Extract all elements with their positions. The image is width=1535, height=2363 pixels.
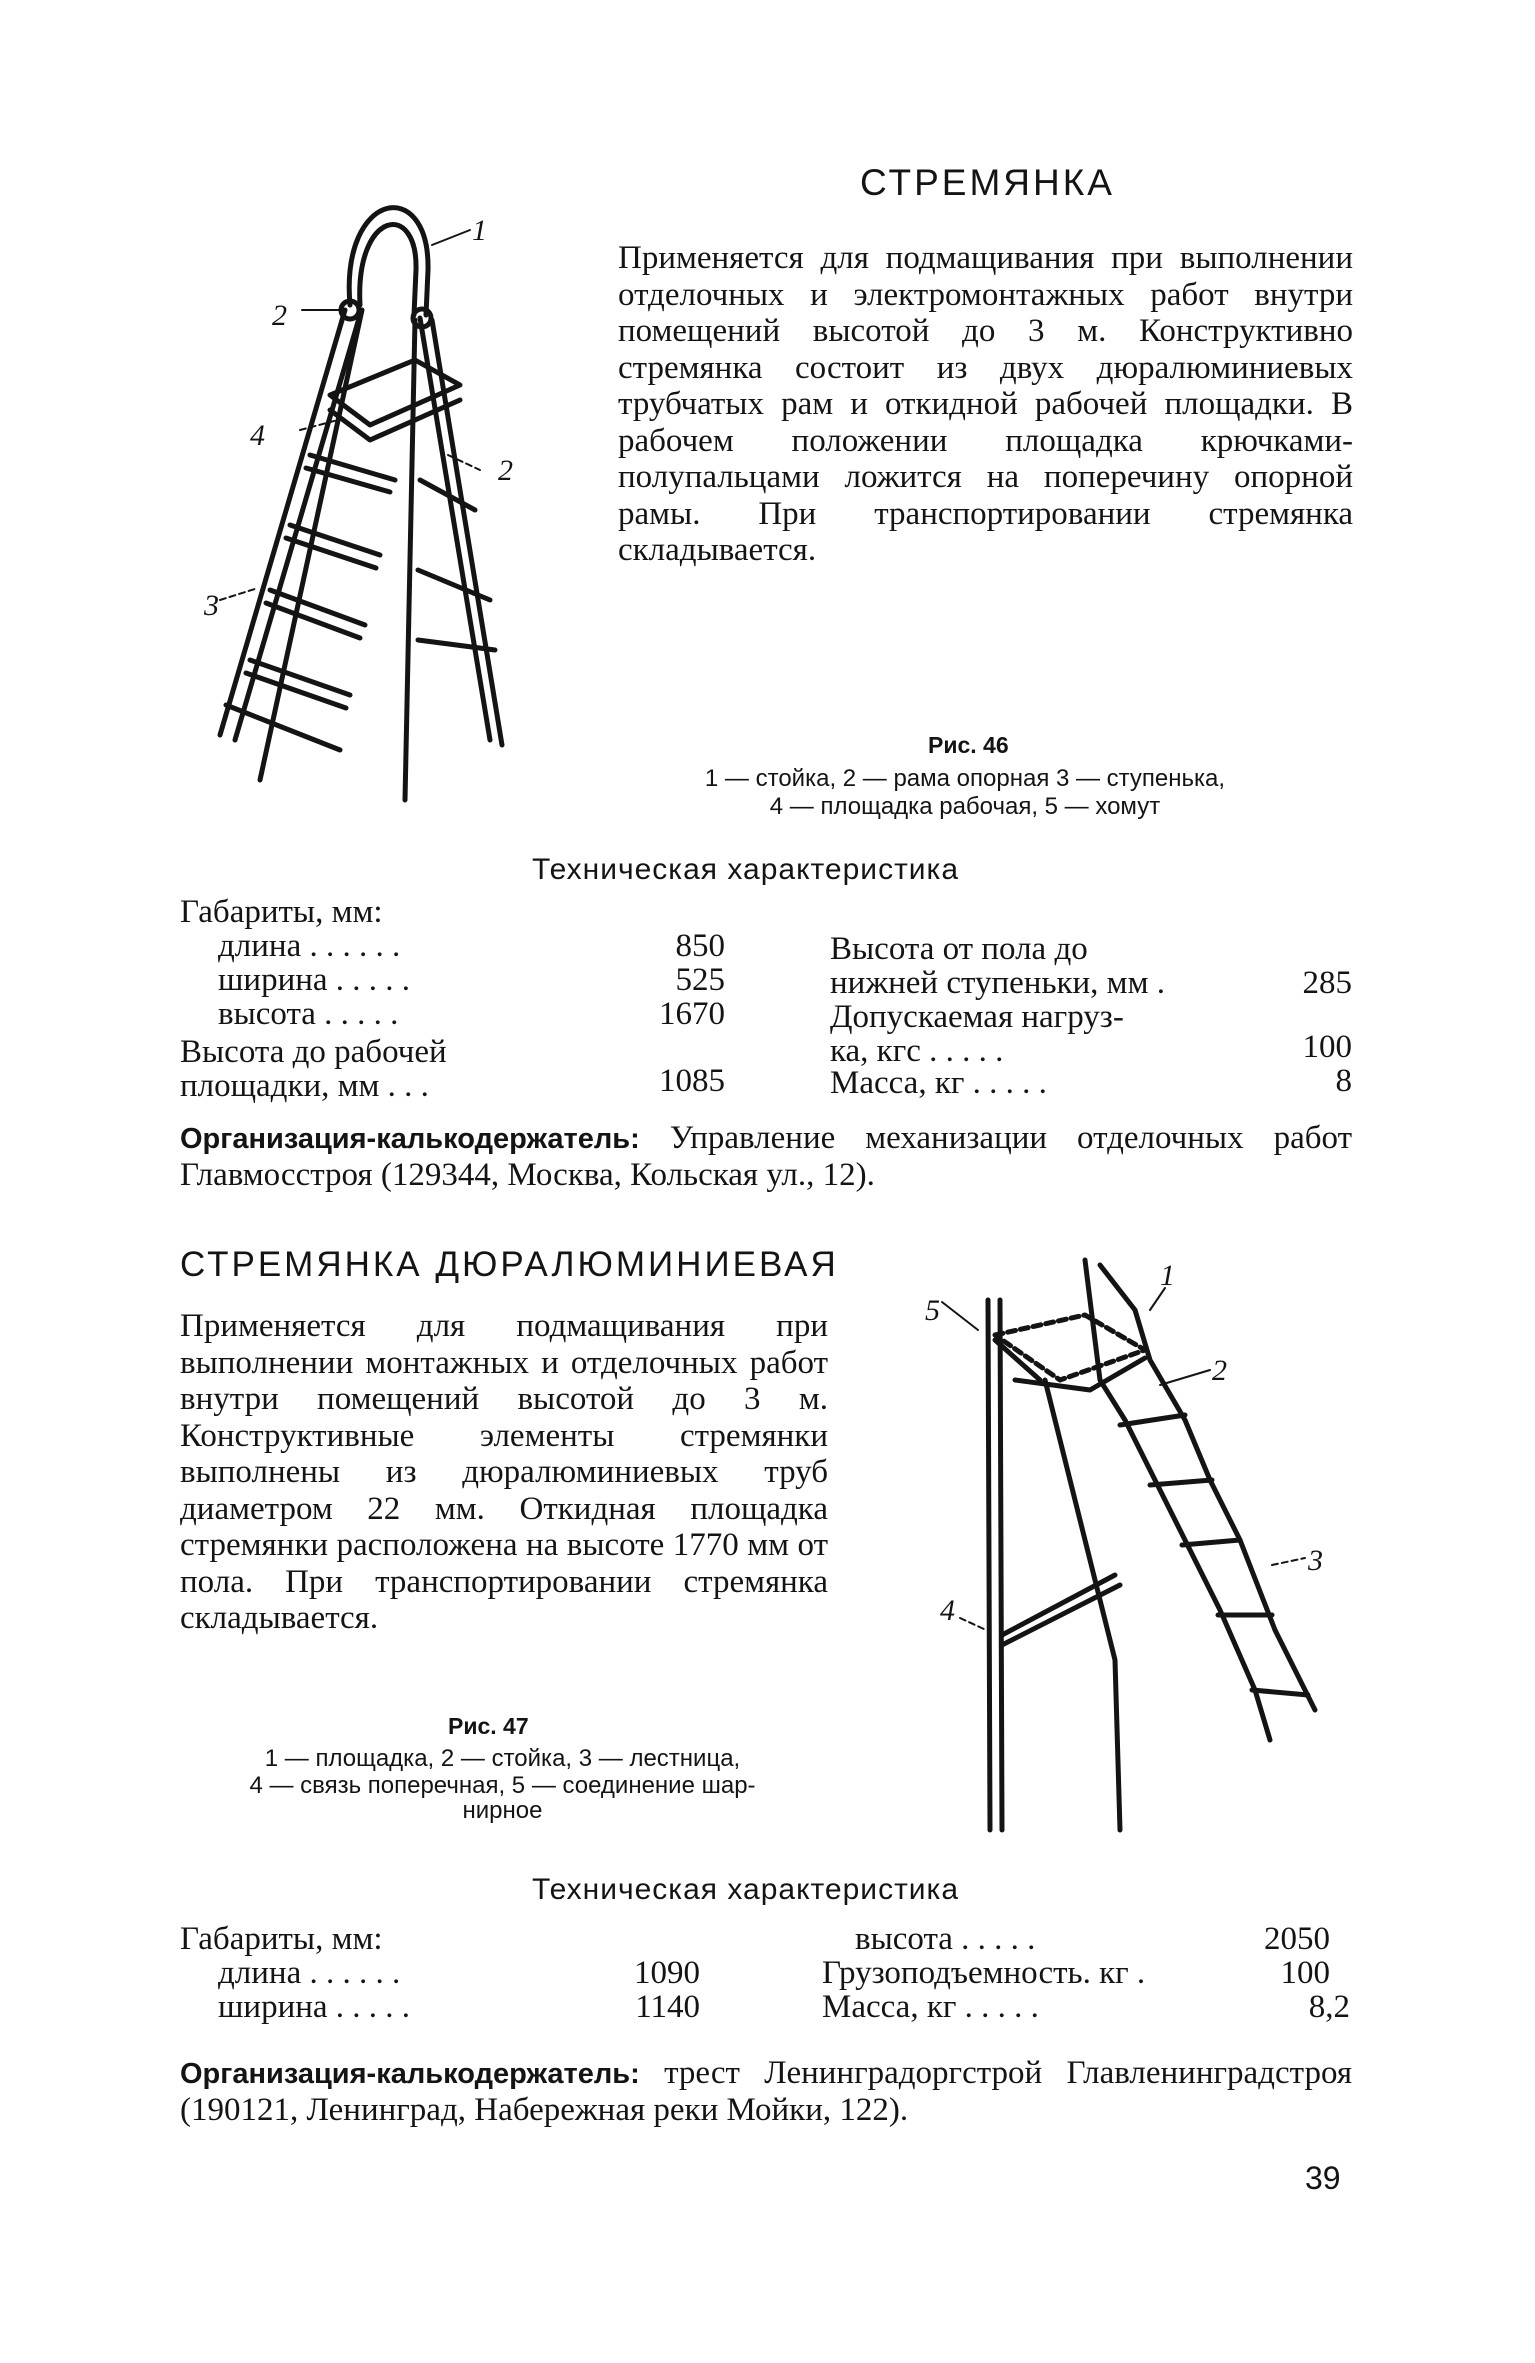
figure-46-caption-line2: 4 — площадка рабочая, 5 — хомут [769,793,1161,820]
figure-47-caption-title: Рис. 47 [448,1713,529,1739]
spec1-width-label: ширина . . . . . [218,962,411,998]
spec1-dims-label: Габариты, мм: [180,894,383,930]
figure-47-ladder-drawing [920,1240,1340,1840]
figure-46-caption-title: Рис. 46 [928,732,1009,758]
section1-org-label: Организация-калькодержатель: [180,1123,640,1155]
spec1-platform-value: 1085 [659,1063,725,1099]
section2-spec-title: Техническая характеристика [532,1873,960,1906]
figure-46-ladder-drawing [190,170,550,850]
section1-org-text: Управление механизации отделочных работ Главмосстроя (129344, Москва, Кольская ул., 12). [180,1120,1353,1193]
spec1-platform-label-2: площадки, мм . . . [180,1068,429,1104]
spec2-dims-label: Габариты, мм: [180,1921,383,1957]
figure-46-label-4: 4 [250,419,265,452]
figure-47-label-2: 2 [1212,1354,1227,1387]
section2-org-label: Организация-калькодержатель: [180,2058,640,2090]
section1-spec-title: Техническая характеристика [532,853,960,886]
figure-46-label-1: 1 [472,214,487,247]
spec1-length-label: длина . . . . . . [218,928,401,964]
figure-46-caption-line1: 1 — стойка, 2 — рама опорная 3 — ступенька, [704,765,1226,792]
figure-47-label-4: 4 [940,1594,955,1627]
figure-47-label-1: 1 [1160,1259,1175,1292]
spec2-width-label: ширина . . . . . [218,1989,411,2025]
spec1-width-value: 525 [675,962,725,998]
spec1-platform-label-1: Высота до рабочей [180,1034,447,1070]
section2-org-text: трест Ленинградоргстрой Главленинградстроя (190121, Ленинград, Набережная реки Мойки, 122). [180,2055,1352,2128]
figure-46-label-3: 3 [204,589,219,622]
spec1-length-value: 850 [675,928,725,964]
spec2-height-label: высота . . . . . [855,1921,1036,1957]
figure-47-label-5: 5 [925,1294,940,1327]
spec2-capacity-label: Грузоподъемность. кг . [822,1955,1146,1991]
spec1-floor-value: 285 [1302,965,1352,1001]
spec2-height-value: 2050 [1264,1921,1330,1957]
section2-organization [180,2055,1352,2128]
spec2-length-label: длина . . . . . . [218,1955,401,1991]
section1-description: Применяется для подмащивания при выполнении отделочных и электромонтажных работ внутри помещений высотой до 3 м. Конструктивно стремянка состоит из двух дюралюминиевых трубчатых рам и откидной рабочей площадки. В рабочем положении площадка крючками-полупальцами ложится на поперечину опорной рамы. При транспортировании стремянка складывается. [618,240,1353,568]
spec1-mass-label: Масса, кг . . . . . [830,1065,1047,1101]
spec1-floor-label-2: нижней ступеньки, мм . [830,965,1165,1001]
figure-46-label-2b: 2 [498,454,513,487]
section2-title: СТРЕМЯНКА ДЮРАЛЮМИНИЕВАЯ [180,1245,839,1284]
page-number: 39 [1305,2160,1341,2196]
figure-46-label-2: 2 [272,299,287,332]
spec1-height-value: 1670 [659,996,725,1032]
figure-47-caption-line2: 4 — связь поперечная, 5 — соединение шар- [249,1772,756,1799]
spec1-load-label-2: ка, кгс . . . . . [830,1033,1004,1069]
spec1-height-label: высота . . . . . [218,996,399,1032]
figure-47-caption-line1: 1 — площадка, 2 — стойка, 3 — лестница, [264,1745,741,1772]
section2-description: Применяется для подмащивания при выполнении монтажных и отделочных работ внутри помещений высотой до 3 м. Конструктивные элементы стремянки выполнены из дюралюминиевых труб диаметром 22 мм. Откидная площадка стремянки расположена на высоте 1770 мм от пола. При транспортировании стремянка складывается. [180,1308,828,1636]
spec2-capacity-value: 100 [1280,1955,1330,1991]
section1-title: СТРЕМЯНКА [860,162,1115,203]
spec2-width-value: 1140 [635,1989,700,2025]
section1-organization [180,1120,1352,1193]
spec1-mass-value: 8 [1335,1063,1352,1099]
spec2-length-value: 1090 [634,1955,700,1991]
spec2-mass-label: Масса, кг . . . . . [822,1989,1039,2025]
spec1-floor-label-1: Высота от пола до [830,931,1088,967]
figure-47-label-3: 3 [1308,1544,1323,1577]
spec1-load-value: 100 [1302,1029,1352,1065]
spec1-load-label-1: Допускаемая нагруз- [830,999,1124,1035]
figure-47-caption-line3: нирное [462,1797,543,1824]
spec2-mass-value: 8,2 [1308,1989,1350,2025]
